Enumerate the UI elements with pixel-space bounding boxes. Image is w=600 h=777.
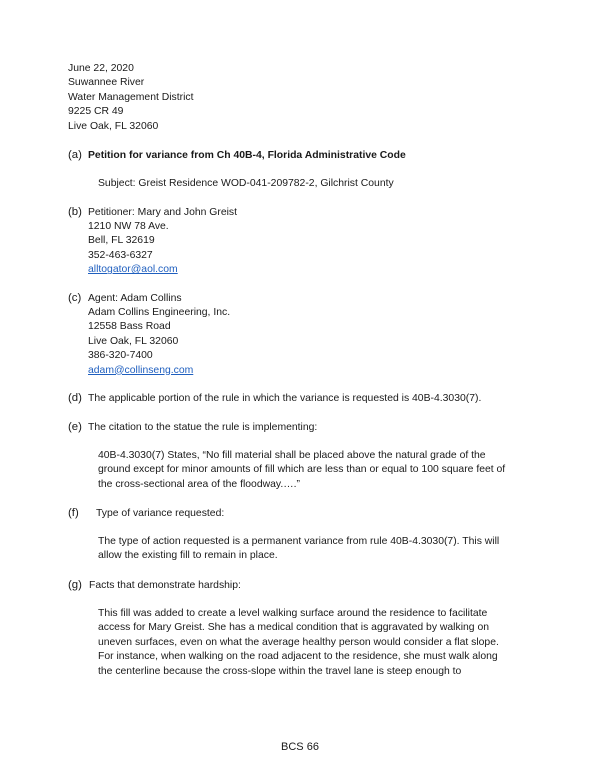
section-d-text: The applicable portion of the rule in which the variance is requested is 40B-4.3030(7). [88, 393, 482, 404]
hardship-facts-line: the centerline because the cross-slope within the travel lane is steep enough to [98, 665, 462, 677]
section-f-marker: (f) [68, 507, 79, 519]
rule-quote-line: 40B-4.3030(7) States, “No fill material shall be placed above the natural grade of the [98, 450, 486, 461]
agent-phone: 386-320-7400 [88, 350, 153, 362]
section-e-text: The citation to the statue the rule is implementing: [88, 422, 318, 433]
address-line: Live Oak, FL 32060 [68, 120, 159, 132]
variance-description-line: allow the existing fill to remain in place. [98, 550, 278, 562]
page-footer-label: BCS 66 [281, 741, 319, 753]
agent-details [88, 306, 230, 378]
hardship-facts-line: For instance, when walking on the road adjacent to the residence, she must walk along [98, 651, 498, 663]
section-g-text: Facts that demonstrate hardship: [89, 580, 241, 591]
petitioner-email-link[interactable]: alltogator@aol.com [88, 264, 178, 276]
variance-description [98, 535, 538, 564]
rule-quote [98, 449, 538, 492]
section-a-title: Petition for variance from Ch 40B-4, Florida Administrative Code [88, 150, 406, 161]
petitioner-name: Petitioner: Mary and John Greist [88, 207, 238, 218]
agent-email-link[interactable]: adam@collinseng.com [88, 364, 194, 376]
petitioner-phone: 352-463-6327 [88, 249, 153, 261]
agent-address-line: 12558 Bass Road [88, 321, 171, 333]
rule-quote-line: ground except for minor amounts of fill which are less than or equal to 100 square feet of [98, 464, 506, 476]
section-e-marker: (e) [68, 421, 82, 433]
section-b-marker: (b) [68, 206, 82, 218]
petitioner-details [88, 220, 178, 278]
section-a-subject: Subject: Greist Residence WOD-041-209782-2, Gilchrist County [98, 178, 394, 189]
agent-company: Adam Collins Engineering, Inc. [88, 307, 231, 318]
hardship-facts [98, 607, 538, 679]
hardship-facts-line: This fill was added to create a level walking surface around the residence to facilitate [98, 608, 488, 619]
section-g-marker: (g) [68, 579, 82, 591]
rule-quote-line: the cross-sectional area of the floodway.….” [98, 478, 300, 490]
variance-description-line: The type of action requested is a permanent variance from rule 40B-4.3030(7). This will [98, 536, 500, 547]
section-a-marker: (a) [68, 149, 82, 161]
petitioner-address-line: 1210 NW 78 Ave. [88, 221, 169, 232]
letter-header [68, 62, 194, 134]
address-line: 9225 CR 49 [68, 106, 124, 118]
agent-name: Agent: Adam Collins [88, 293, 182, 304]
hardship-facts-line: access for Mary Greist. She has a medical condition that is aggravated by walking on [98, 622, 489, 634]
letter-date: June 22, 2020 [68, 63, 134, 74]
section-d-marker: (d) [68, 392, 82, 404]
section-f-text: Type of variance requested: [96, 508, 225, 519]
hardship-facts-line: uneven surfaces, even on what the average healthy person would consider a flat slope. [98, 636, 499, 648]
petitioner-address-line: Bell, FL 32619 [88, 235, 155, 247]
address-line: Suwannee River [68, 77, 145, 89]
agent-address-line: Live Oak, FL 32060 [88, 335, 179, 347]
address-line: Water Management District [68, 91, 194, 103]
section-c-marker: (c) [68, 292, 82, 304]
